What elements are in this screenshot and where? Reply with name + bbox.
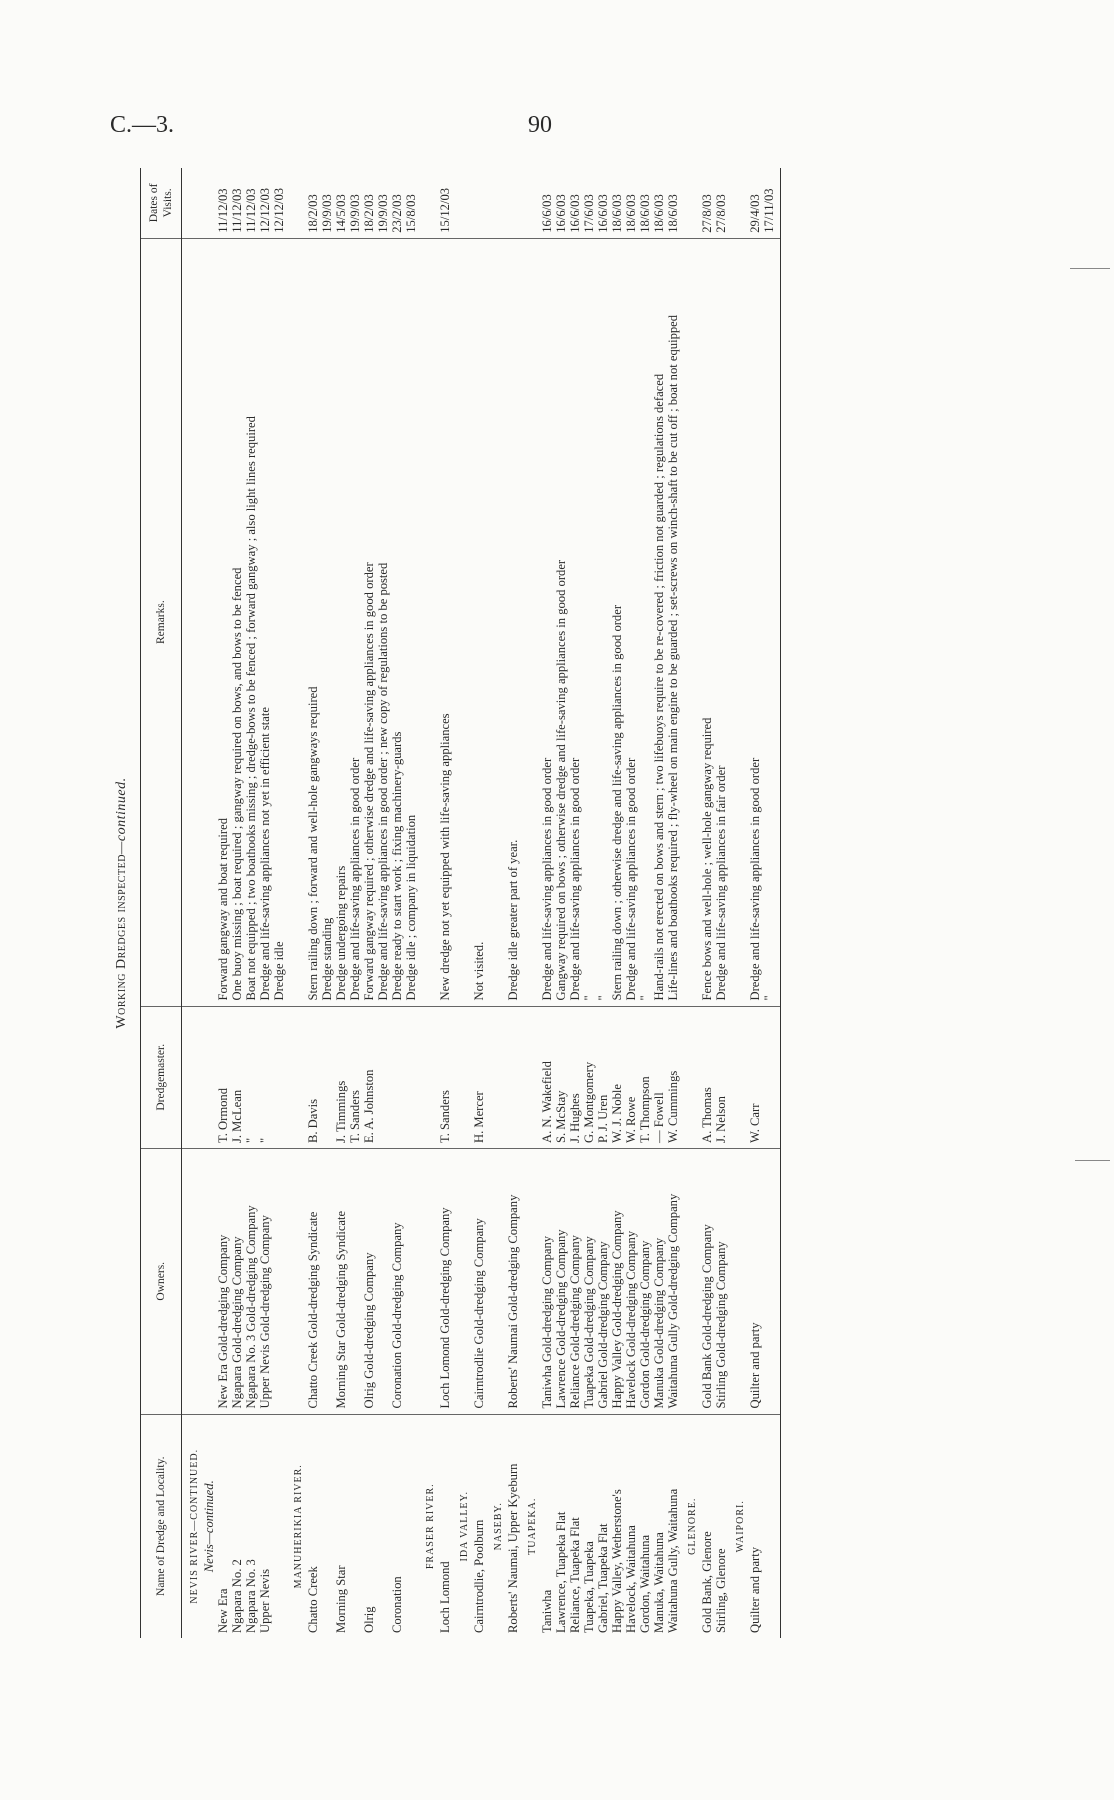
- remarks-cell: Forward gangway and boat required: [216, 238, 230, 1006]
- table-row: [748, 168, 762, 1638]
- section-heading-row: [486, 168, 506, 1638]
- owners-cell: Lawrence Gold-dredging Company: [554, 1149, 568, 1415]
- dredgemaster-cell: T. Thompson: [638, 1006, 652, 1148]
- owners-cell: Quilter and party: [748, 1149, 762, 1415]
- col-header-remarks: Remarks.: [141, 238, 182, 1006]
- owners-cell: Olrig Gold-dredging Company: [362, 1149, 376, 1415]
- dredgemaster-cell: J. Timmings: [334, 1006, 348, 1148]
- remarks-cell: Dredge and life-saving appliances in good order: [540, 238, 554, 1006]
- col-header-name: Name of Dredge and Locality.: [141, 1414, 182, 1638]
- table-row: [272, 168, 286, 1638]
- date-cell: 17/6/03: [582, 168, 596, 238]
- owners-cell: [376, 1149, 390, 1415]
- section-heading-row: [418, 168, 438, 1638]
- empty-cell: [182, 168, 203, 238]
- section-heading: NEVIS RIVER—CONTINUED.: [189, 1448, 200, 1604]
- dredgemaster-cell: H. Mercer: [472, 1006, 486, 1148]
- dredge-name-cell: Lawrence, Tuapeka Flat: [554, 1511, 568, 1633]
- subsection-heading: Nevis—continued.: [202, 1480, 216, 1573]
- remarks-cell: Not visited.: [472, 238, 486, 1006]
- page-series-label: C.—3.: [110, 112, 175, 138]
- dredge-name-cell: Gordon, Waitahuna: [638, 1534, 652, 1633]
- empty-cell: [520, 1149, 540, 1415]
- owners-cell: Upper Nevis Gold-dredging Company: [258, 1149, 272, 1415]
- dredge-name-cell: Gabriel, Tuapeka Flat: [596, 1523, 610, 1633]
- owners-cell: Gabriel Gold-dredging Company: [596, 1149, 610, 1415]
- table-row: [554, 168, 568, 1638]
- remarks-cell: Dredge and life-saving appliances in good order: [624, 238, 638, 1006]
- scan-mark: [1075, 1160, 1110, 1161]
- page-number: 90: [528, 112, 552, 138]
- section-heading: IDA VALLEY.: [459, 1491, 470, 1562]
- date-cell: 23/2/03: [390, 168, 404, 238]
- section-heading: MANUHERIKIA RIVER.: [293, 1464, 304, 1589]
- owners-cell: Ngapara No. 3 Gold-dredging Company: [244, 1149, 258, 1415]
- empty-cell: [452, 238, 472, 1006]
- remarks-cell: Dredge and life-saving appliances in good order: [748, 238, 762, 1006]
- remarks-cell: Dredge idle: [272, 238, 286, 1006]
- table-row: [320, 168, 334, 1638]
- owners-cell: Stirling Gold-dredging Company: [714, 1149, 728, 1415]
- remarks-cell: Dredge and life-saving appliances in good order: [348, 238, 362, 1006]
- owners-cell: [272, 1149, 286, 1415]
- empty-cell: [182, 1006, 203, 1148]
- empty-cell: [520, 168, 540, 238]
- dredge-name-cell: Reliance, Tuapeka Flat: [568, 1517, 582, 1633]
- dredge-name-cell: Ngapara No. 2: [230, 1559, 244, 1633]
- remarks-cell: Dredge ready to start work ; fixing machinery-guards: [390, 238, 404, 1006]
- remarks-cell: Dredge undergoing repairs: [334, 238, 348, 1006]
- table-row: [334, 168, 348, 1638]
- section-heading-row: [182, 168, 203, 1638]
- dredge-name-cell: Quilter and party: [748, 1546, 762, 1633]
- date-cell: 18/6/03: [610, 168, 624, 238]
- date-cell: 16/6/03: [554, 168, 568, 238]
- empty-cell: [486, 168, 506, 238]
- remarks-cell: Dredge idle ; company in liquidation: [404, 238, 418, 1006]
- dredgemaster-cell: W. J. Noble: [610, 1006, 624, 1148]
- empty-cell: [202, 238, 216, 1006]
- owners-cell: Chatto Creek Gold-dredging Syndicate: [306, 1149, 320, 1415]
- owners-cell: Roberts' Naumai Gold-dredging Company: [506, 1149, 520, 1415]
- table-title-main: Working Dredges inspected: [114, 854, 129, 1029]
- empty-cell: [486, 1006, 506, 1148]
- dredgemaster-cell: S. McStay: [554, 1006, 568, 1148]
- dredge-name-cell: Ngapara No. 3: [244, 1559, 258, 1633]
- dredgemaster-cell: J. Nelson: [714, 1006, 728, 1148]
- date-cell: 11/12/03: [230, 168, 244, 238]
- dredge-name-cell: [320, 1414, 334, 1638]
- date-cell: 12/12/03: [258, 168, 272, 238]
- empty-cell: [680, 238, 700, 1006]
- dredge-name-cell: Manuka, Waitahuna: [652, 1532, 666, 1633]
- table-row: [216, 168, 230, 1638]
- dredgemaster-cell: [376, 1006, 390, 1148]
- empty-cell: [728, 1149, 748, 1415]
- dredge-name-cell: Happy Valley, Wetherstone's: [610, 1489, 624, 1633]
- dredgemaster-cell: J. McLean: [230, 1006, 244, 1148]
- empty-cell: [202, 1006, 216, 1148]
- table-body: [182, 168, 781, 1638]
- owners-cell: Cairntrodlie Gold-dredging Company: [472, 1149, 486, 1415]
- dredge-name-cell: Coronation: [390, 1576, 404, 1633]
- col-header-dredgemaster: Dredgemaster.: [141, 1006, 182, 1148]
- owners-cell: Tuapeka Gold-dredging Company: [582, 1149, 596, 1415]
- empty-cell: [286, 168, 306, 238]
- remarks-cell: Fence bows and well-hole ; well-hole gangway required: [700, 238, 714, 1006]
- dredge-name-cell: Havelock, Waitahuna: [624, 1525, 638, 1633]
- owners-cell: Reliance Gold-dredging Company: [568, 1149, 582, 1415]
- date-cell: 18/2/03: [362, 168, 376, 238]
- subsection-heading-row: [202, 168, 216, 1638]
- date-cell: 19/9/03: [376, 168, 390, 238]
- remarks-cell: ": [582, 238, 596, 1006]
- empty-cell: [486, 238, 506, 1006]
- owners-cell: Gold Bank Gold-dredging Company: [700, 1149, 714, 1415]
- empty-cell: [202, 1149, 216, 1415]
- table-row: [652, 168, 666, 1638]
- date-cell: 18/2/03: [306, 168, 320, 238]
- empty-cell: [680, 1149, 700, 1415]
- dredgemaster-cell: T. Ormond: [216, 1006, 230, 1148]
- dredgemaster-cell: J. Hughes: [568, 1006, 582, 1148]
- table-header-row: [141, 168, 182, 1638]
- table-row: [666, 168, 680, 1638]
- date-cell: 18/6/03: [652, 168, 666, 238]
- remarks-cell: ": [596, 238, 610, 1006]
- empty-cell: [452, 1149, 472, 1415]
- owners-cell: Happy Valley Gold-dredging Company: [610, 1149, 624, 1415]
- remarks-cell: Dredge idle greater part of year.: [506, 238, 520, 1006]
- dredge-name-cell: [762, 1414, 781, 1638]
- date-cell: [506, 168, 520, 238]
- date-cell: [472, 168, 486, 238]
- dredgemaster-cell: P. J. Uren: [596, 1006, 610, 1148]
- dredgemaster-cell: W. Rowe: [624, 1006, 638, 1148]
- date-cell: 17/11/03: [762, 168, 781, 238]
- owners-cell: [762, 1149, 781, 1415]
- date-cell: 15/8/03: [404, 168, 418, 238]
- date-cell: 19/9/03: [348, 168, 362, 238]
- col-header-owners: Owners.: [141, 1149, 182, 1415]
- empty-cell: [486, 1149, 506, 1415]
- date-cell: 29/4/03: [748, 168, 762, 238]
- table-title-continued: —continued.: [114, 777, 129, 855]
- dredgemaster-cell: W. Carr: [748, 1006, 762, 1148]
- remarks-cell: Dredge and life-saving appliances in good order ; new copy of regulations to be posted: [376, 238, 390, 1006]
- section-heading: FRASER RIVER.: [425, 1483, 436, 1570]
- empty-cell: [452, 1006, 472, 1148]
- dredge-name-cell: [272, 1414, 286, 1638]
- owners-cell: Morning Star Gold-dredging Syndicate: [334, 1149, 348, 1415]
- date-cell: 18/6/03: [624, 168, 638, 238]
- dredgemaster-cell: E. A. Johnston: [362, 1006, 376, 1148]
- remarks-cell: Dredge and life-saving appliances in good order: [568, 238, 582, 1006]
- dredge-name-cell: New Era: [216, 1588, 230, 1633]
- table-row: [472, 168, 486, 1638]
- empty-cell: [452, 168, 472, 238]
- empty-cell: [520, 238, 540, 1006]
- table-row: [348, 168, 362, 1638]
- table-row: [624, 168, 638, 1638]
- table-row: [582, 168, 596, 1638]
- dredge-name-cell: Chatto Creek: [306, 1566, 320, 1633]
- remarks-cell: Boat not equipped ; two boathooks missing ; dredge-bows to be fenced ; forward gangway ; also light lines required: [244, 238, 258, 1006]
- remarks-cell: Dredge and life-saving appliances not yet in efficient state: [258, 238, 272, 1006]
- dredge-name-cell: [404, 1414, 418, 1638]
- table-row: [244, 168, 258, 1638]
- section-heading: GLENORE.: [687, 1497, 698, 1555]
- table-row: [638, 168, 652, 1638]
- dredges-table: [140, 168, 781, 1638]
- remarks-cell: Forward gangway required ; otherwise dredge and life-saving appliances in good order: [362, 238, 376, 1006]
- table-title: [114, 168, 130, 1638]
- dredgemaster-cell: W. Cummings: [666, 1006, 680, 1148]
- dredgemaster-cell: ": [244, 1006, 258, 1148]
- table-row: [438, 168, 452, 1638]
- table-row: [714, 168, 728, 1638]
- empty-cell: [418, 1006, 438, 1148]
- dredge-name-cell: Roberts' Naumai, Upper Kyeburn: [506, 1463, 520, 1633]
- dredgemaster-cell: B. Davis: [306, 1006, 320, 1148]
- remarks-cell: Life-lines and boathooks required ; fly-wheel on main engine to be guarded ; set-screws on winch-shaft to be cut off ; boat not equipped: [666, 238, 680, 1006]
- empty-cell: [418, 1149, 438, 1415]
- date-cell: 15/12/03: [438, 168, 452, 238]
- owners-cell: Coronation Gold-dredging Company: [390, 1149, 404, 1415]
- dredge-name-cell: Taniwha: [540, 1589, 554, 1633]
- table-row: [568, 168, 582, 1638]
- remarks-cell: One buoy missing ; boat required ; gangway required on bows, and bows to be fenced: [230, 238, 244, 1006]
- owners-cell: [348, 1149, 362, 1415]
- date-cell: 14/5/03: [334, 168, 348, 238]
- empty-cell: [202, 168, 216, 238]
- section-heading: WAIPORI.: [735, 1500, 746, 1553]
- dredgemaster-cell: [762, 1006, 781, 1148]
- date-cell: 27/8/03: [714, 168, 728, 238]
- dredgemaster-cell: [390, 1006, 404, 1148]
- dredge-name-cell: [348, 1414, 362, 1638]
- section-heading: TUAPEKA.: [527, 1497, 538, 1555]
- dredgemaster-cell: G. Montgomery: [582, 1006, 596, 1148]
- dredge-name-cell: Upper Nevis: [258, 1568, 272, 1633]
- owners-cell: [320, 1149, 334, 1415]
- remarks-cell: Hand-rails not erected on bows and stern ; two lifebuoys require to be re-covered ; friction not guarded ; regulations defaced: [652, 238, 666, 1006]
- empty-cell: [418, 238, 438, 1006]
- date-cell: 18/6/03: [638, 168, 652, 238]
- date-cell: 16/6/03: [596, 168, 610, 238]
- empty-cell: [418, 168, 438, 238]
- section-heading-row: [452, 168, 472, 1638]
- dredge-name-cell: Loch Lomond: [438, 1561, 452, 1633]
- remarks-cell: ": [638, 238, 652, 1006]
- col-header-dates: Dates of Visits.: [141, 168, 182, 238]
- dredgemaster-cell: [404, 1006, 418, 1148]
- owners-cell: Manuka Gold-dredging Company: [652, 1149, 666, 1415]
- table-row: [390, 168, 404, 1638]
- scan-mark: [1070, 268, 1110, 269]
- section-heading: NASEBY.: [493, 1502, 504, 1551]
- empty-cell: [728, 168, 748, 238]
- section-heading-row: [728, 168, 748, 1638]
- remarks-cell: Gangway required on bows ; otherwise dredge and life-saving appliances in good order: [554, 238, 568, 1006]
- date-cell: 19/9/03: [320, 168, 334, 238]
- dredge-name-cell: Waitahuna Gully, Waitahuna: [666, 1488, 680, 1633]
- dredge-name-cell: Tuapeka, Tuapeka: [582, 1541, 596, 1633]
- owners-cell: Loch Lomond Gold-dredging Company: [438, 1149, 452, 1415]
- dredge-name-cell: Gold Bank, Glenore: [700, 1531, 714, 1633]
- remarks-cell: Stern railing down ; forward and well-hole gangways required: [306, 238, 320, 1006]
- owners-cell: [404, 1149, 418, 1415]
- table-row: [376, 168, 390, 1638]
- table-row: [258, 168, 272, 1638]
- dredgemaster-cell: ": [258, 1006, 272, 1148]
- empty-cell: [182, 1149, 203, 1415]
- empty-cell: [286, 1149, 306, 1415]
- date-cell: 27/8/03: [700, 168, 714, 238]
- empty-cell: [728, 238, 748, 1006]
- owners-cell: Havelock Gold-dredging Company: [624, 1149, 638, 1415]
- rotated-table-area: [114, 168, 954, 1638]
- table-row: [362, 168, 376, 1638]
- dredge-name-cell: Olrig: [362, 1606, 376, 1633]
- dredgemaster-cell: T. Sanders: [438, 1006, 452, 1148]
- dredgemaster-cell: [320, 1006, 334, 1148]
- empty-cell: [728, 1006, 748, 1148]
- date-cell: 18/6/03: [666, 168, 680, 238]
- table-row: [700, 168, 714, 1638]
- date-cell: 12/12/03: [272, 168, 286, 238]
- owners-cell: Gordon Gold-dredging Company: [638, 1149, 652, 1415]
- dredgemaster-cell: [272, 1006, 286, 1148]
- dredge-name-cell: Morning Star: [334, 1565, 348, 1633]
- dredgemaster-cell: — Fowell: [652, 1006, 666, 1148]
- section-heading-row: [286, 168, 306, 1638]
- dredgemaster-cell: A. N. Wakefield: [540, 1006, 554, 1148]
- date-cell: 16/6/03: [540, 168, 554, 238]
- owners-cell: New Era Gold-dredging Company: [216, 1149, 230, 1415]
- date-cell: 11/12/03: [244, 168, 258, 238]
- dredgemaster-cell: A. Thomas: [700, 1006, 714, 1148]
- empty-cell: [286, 1006, 306, 1148]
- dredge-name-cell: Cairntrodlie, Poolburn: [472, 1519, 486, 1633]
- remarks-cell: New dredge not yet equipped with life-saving appliances: [438, 238, 452, 1006]
- dredge-name-cell: [376, 1414, 390, 1638]
- remarks-cell: Dredge and life-saving appliances in fair order: [714, 238, 728, 1006]
- dredge-name-cell: Stirling, Glenore: [714, 1548, 728, 1633]
- dredgemaster-cell: [506, 1006, 520, 1148]
- date-cell: 16/6/03: [568, 168, 582, 238]
- owners-cell: Waitahuna Gully Gold-dredging Company: [666, 1149, 680, 1415]
- owners-cell: Taniwha Gold-dredging Company: [540, 1149, 554, 1415]
- owners-cell: Ngapara Gold-dredging Company: [230, 1149, 244, 1415]
- date-cell: 11/12/03: [216, 168, 230, 238]
- empty-cell: [182, 238, 203, 1006]
- remarks-cell: Stern railing down ; otherwise dredge and life-saving appliances in good order: [610, 238, 624, 1006]
- empty-cell: [520, 1006, 540, 1148]
- empty-cell: [680, 168, 700, 238]
- remarks-cell: ": [762, 238, 781, 1006]
- table-row: [610, 168, 624, 1638]
- table-row: [540, 168, 554, 1638]
- remarks-cell: Dredge standing: [320, 238, 334, 1006]
- table-row: [506, 168, 520, 1638]
- table-row: [596, 168, 610, 1638]
- table-row: [762, 168, 781, 1638]
- section-heading-row: [680, 168, 700, 1638]
- dredgemaster-cell: T. Sanders: [348, 1006, 362, 1148]
- table-row: [306, 168, 320, 1638]
- table-row: [404, 168, 418, 1638]
- section-heading-row: [520, 168, 540, 1638]
- empty-cell: [680, 1006, 700, 1148]
- empty-cell: [286, 238, 306, 1006]
- table-row: [230, 168, 244, 1638]
